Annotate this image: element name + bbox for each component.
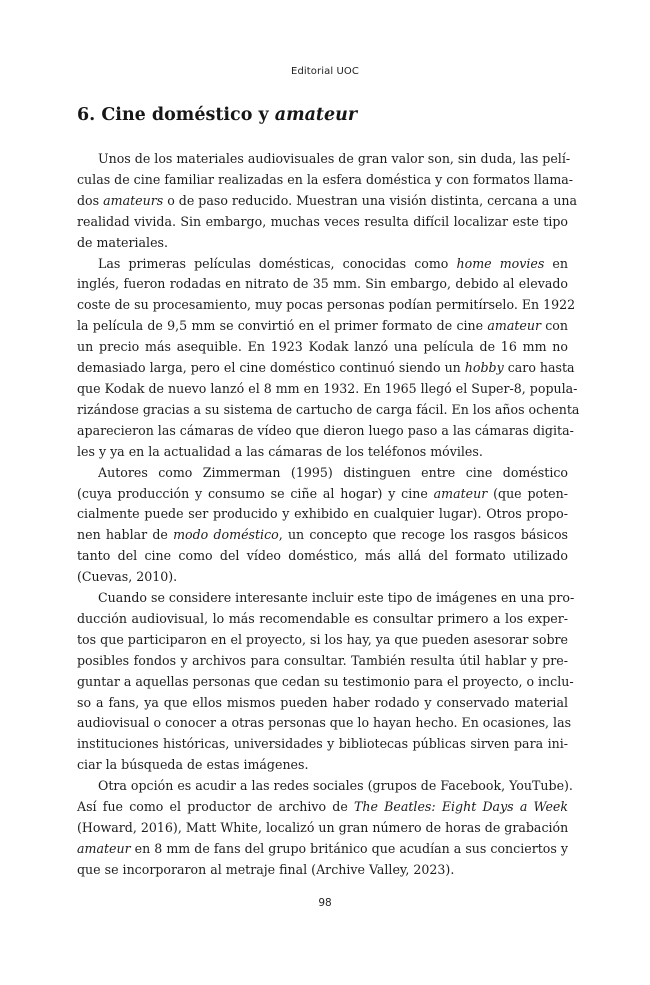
text-run: nen hablar de [77, 527, 174, 543]
text-run: tanto del cine como del vídeo doméstico, más allá del formato utilizado [77, 548, 568, 564]
text-run: Autores como Zimmerman (1995) distinguen entre cine doméstico [98, 464, 568, 480]
text-run: tos que participaron en el proyecto, si los hay, ya que pueden asesorar sobre [77, 631, 568, 647]
text-run: audiovisual o conocer a otras personas que lo hayan hecho. En ocasiones, las [77, 715, 572, 731]
italic-text: hobby [464, 360, 504, 376]
text-line [77, 713, 572, 734]
text-line [77, 337, 568, 358]
paragraph [77, 149, 578, 254]
paragraph [77, 588, 575, 776]
text-line [77, 212, 568, 233]
body-text [77, 149, 580, 881]
text-run: caro hasta [503, 360, 575, 376]
text-line [77, 546, 568, 567]
text-line [77, 316, 568, 337]
text-line [77, 233, 568, 254]
italic-text: amateurs [103, 192, 164, 208]
text-run: guntar a aquellas personas que cedan su testimonio para el proyecto, o inclu- [77, 673, 574, 689]
text-line [77, 149, 571, 170]
text-line [77, 254, 568, 275]
text-run: en [544, 255, 568, 271]
paragraph [77, 776, 573, 881]
text-line [77, 755, 568, 776]
text-line [77, 274, 568, 295]
text-run: culas de cine familiar realizadas en la esfera doméstica y con formatos llama- [77, 171, 574, 187]
text-line [77, 609, 568, 630]
text-run: ducción audiovisual, lo más recomendable es consultar primero a los exper- [77, 610, 568, 626]
text-line [77, 693, 568, 714]
text-run: Otra opción es acudir a las redes sociales (grupos de Facebook, YouTube). [98, 778, 573, 794]
italic-text: modo doméstico [173, 527, 279, 543]
text-line [77, 860, 568, 881]
text-run: rizándose gracias a su sistema de cartucho de carga fácil. En los años ochenta [77, 401, 580, 417]
text-run: en 8 mm de fans del grupo británico que acudían a sus conciertos y [130, 840, 568, 856]
page-number: 98 [318, 897, 332, 909]
section-title [77, 104, 577, 126]
text-run: o de paso reducido. Muestran una visión distinta, cercana a una [163, 192, 578, 208]
text-line [77, 484, 568, 505]
text-run: posibles fondos y archivos para consultar. También resulta útil hablar y pre- [77, 652, 568, 668]
text-line [77, 672, 574, 693]
text-line [77, 504, 568, 525]
text-run: con [540, 318, 569, 334]
text-line [77, 442, 568, 463]
italic-text: home movies [456, 255, 545, 271]
italic-text: amateur [487, 318, 541, 334]
text-run: Unos de los materiales audiovisuales de gran valor son, sin duda, las pelí- [98, 151, 571, 166]
text-run: demasiado larga, pero el cine doméstico continuó siendo un [77, 360, 465, 376]
text-run: ciar la búsqueda de estas imágenes. [77, 757, 309, 773]
text-line [77, 421, 574, 442]
text-run: realidad vivida. Sin embargo, muchas veces resulta difícil localizar este tipo [77, 213, 568, 229]
text-run: , un concepto que recoge los rasgos básicos [278, 527, 569, 543]
text-run: (Cuevas, 2010). [77, 569, 178, 585]
text-run: inglés, fueron rodadas en nitrato de 35 mm. Sin embargo, debido al elevado [77, 276, 568, 292]
text-line [77, 191, 578, 212]
section-title-italic: amateur [274, 105, 358, 125]
text-line [77, 818, 568, 839]
text-line [77, 400, 580, 421]
text-run: que se incorporaron al metraje final (Archive Valley, 2023). [77, 861, 455, 877]
text-run: (Howard, 2016), Matt White, localizó un gran número de horas de grabación [77, 820, 569, 835]
text-line [77, 170, 574, 191]
text-run: la película de 9,5 mm se convirtió en el primer formato de cine [77, 318, 488, 334]
section-title-text: Cine doméstico y [101, 105, 269, 125]
text-line [77, 567, 568, 588]
text-run: que Kodak de nuevo lanzó el 8 mm en 1932. En 1965 llegó el Super-8, popula- [77, 380, 578, 396]
text-run: Cuando se considere interesante incluir este tipo de imágenes en una pro- [98, 590, 575, 606]
running-header: Editorial UOC [291, 66, 359, 77]
text-line [77, 630, 568, 651]
text-line [77, 358, 575, 379]
text-run: de materiales. [77, 234, 168, 250]
text-line [77, 734, 568, 755]
text-line [77, 839, 568, 860]
text-run: Las primeras películas domésticas, conocidas como [98, 255, 457, 271]
text-line [77, 776, 573, 797]
paragraph [77, 254, 580, 463]
text-line [77, 379, 578, 400]
text-run: aparecieron las cámaras de vídeo que dieron luego paso a las cámaras digita- [77, 422, 574, 438]
text-run: un precio más asequible. En 1923 Kodak lanzó una película de 16 mm no [77, 339, 568, 355]
text-line [77, 525, 568, 546]
text-line [77, 797, 568, 818]
text-run: (cuya producción y consumo se ciñe al hogar) y cine [77, 485, 434, 501]
text-run: les y ya en la actualidad a las cámaras de los teléfonos móviles. [77, 443, 483, 459]
text-line [77, 463, 568, 484]
italic-text: The Beatles: Eight Days a Week [354, 799, 568, 815]
paragraph [77, 463, 568, 588]
text-run: instituciones históricas, universidades y bibliotecas públicas sirven para ini- [77, 736, 568, 752]
text-line [77, 588, 575, 609]
text-run: coste de su procesamiento, muy pocas personas podían permitírselo. En 1922 [77, 297, 576, 313]
text-run: so a fans, ya que ellos mismos pueden haber rodado y conservado material [77, 694, 568, 710]
text-line [77, 651, 568, 672]
text-line [77, 295, 576, 316]
italic-text: amateur [77, 840, 131, 856]
italic-text: amateur [433, 485, 488, 501]
section-number: 6. [77, 105, 96, 125]
text-run: dos [77, 192, 104, 208]
text-run: (que poten- [487, 485, 568, 501]
text-run: cialmente puede ser producido y exhibido en cualquier lugar). Otros propo- [77, 506, 568, 522]
text-run: Así fue como el productor de archivo de [77, 799, 354, 815]
